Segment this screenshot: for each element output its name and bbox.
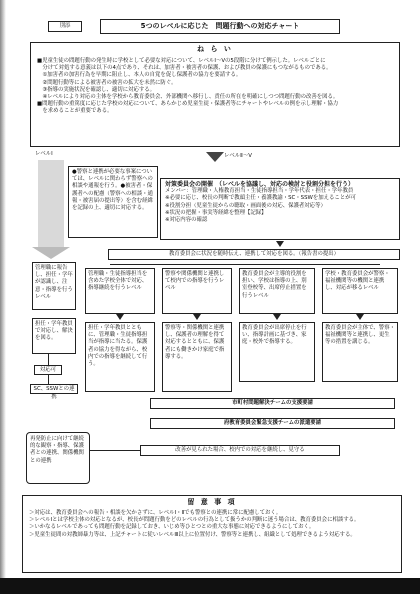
committee-item: ※役割分担（児童生徒からの聴取・画面後の対応、保護者対応等）: [165, 202, 326, 209]
level1-label: レベルⅠ: [35, 151, 53, 157]
level3-box: 警察や関係機関と連携して校内での指導を行うレベル: [162, 268, 232, 314]
note-line: ＞いかなるレベルであっても問題行動を記録しておき、いじめ等ひとつとの重大な事態に対応できるようにしておく。: [29, 524, 315, 531]
level4-action-box: 教育委員会が出席停止を行い、指導計画に基づき、家庭・校外で指導する。: [239, 322, 315, 382]
level2-box: 管理職・生徒指導担当を含めた学校全体で対応、指導継続を行うレベル: [85, 268, 155, 314]
notes-list: [29, 510, 395, 539]
arrow-down-icon: [193, 314, 201, 320]
aims-line: 分けて対処する意義は以下の4点であり、それは、加害者・被害者の保護、および教員の保護にもつながるものである。: [37, 65, 332, 72]
level4-box: 教育委員会が主導的役割を担い、学校は指導の上、別室登校等、出席停止措置を行うレベル: [239, 268, 315, 314]
aims-heading: ね ら い: [197, 45, 233, 53]
connector-line: [90, 450, 140, 451]
arrow-down-icon: [273, 314, 281, 320]
pref-support-box: 府教育委員会緊急支援チームの派遣要請: [150, 418, 395, 429]
committee-title: 対策委員会の開催 （レベルを協議し、対応の検討と役割分担を行う）: [165, 181, 355, 188]
aims-line: ①加害者の加害行為を早期に阻止し、本人の自覚を促し保護者の協力を要請する。: [37, 72, 242, 79]
arrow-down-icon: [356, 314, 364, 320]
page-title: 5つのレベルに応じた 問題行動への対応チャート: [100, 19, 340, 34]
prevention-box: 再発防止に向けて継続的な観察・指導、保護者との連携、関係機関との連携: [26, 432, 90, 484]
connector-line: [48, 375, 49, 384]
tag-label: 別添: [48, 21, 82, 32]
connector-line: [48, 354, 49, 365]
level3-action-box: 警察等・関係機関と連携し、保護者の理解を得て対応するとともに、保護者にも働きかけ家庭で指導する。: [162, 322, 232, 392]
level2-action-box: 担任・学年教員とともに、管理職・生徒指導担当が指導に当たる。保護者の協力を得ながら、校内での指導を継続して行う。: [85, 322, 155, 392]
arrow-down-icon: [276, 241, 284, 247]
note-line: ＞児童生徒間の対教師暴力等は、上記チャートに従いレベルⅢ以上に位置付け、警察等と連携し、組織として処理できるよう対応する。: [29, 531, 356, 538]
scan-edge: [0, 0, 6, 594]
resolved-box: 対応可: [34, 365, 62, 375]
police-note-box: ●警察と連携が必要な事案については、レベルに関わらず警察への相談や通報を行う。●被害者・保護者への配慮（警察への相談・通報・被害届の提出等）を含む経緯を記録の上、適切に対応する。: [68, 166, 158, 238]
connector-line: [110, 264, 380, 265]
arrow-down-icon: [32, 247, 70, 259]
report-box: 教育委員会に状況を随時伝え、連携して対応を図る。（報告書の提出）: [108, 249, 400, 260]
committee-item: ※対応内容の確認: [165, 217, 208, 224]
level1-arrow-band: [38, 160, 64, 248]
aims-line: ④レベルにより対応の主体を学校から教育委員会、外部機関へ移行し、責任の所在を明確にしつつ問題行動の改善を図る。: [37, 94, 339, 101]
aims-box: [30, 42, 400, 147]
aims-line: ■児童生徒の問題行動の発生時に学校として必要な対応について、レベルⅠ～Ⅴの5段階に分けて例示した。レベルごとに: [37, 58, 326, 64]
notes-box: [22, 495, 402, 573]
city-support-box: 市町村問題解決チームの支援要請: [150, 398, 395, 409]
level2to5-label: レベルⅡ～Ⅴ: [224, 153, 252, 159]
arrow-down-icon: [206, 152, 224, 162]
committee-box: [160, 178, 400, 240]
sc-ssw-box: SC、SSWとの連携: [30, 384, 78, 394]
committee-item: ※必要に応じ、校長の判断で教頭主任・養護教諭・SC・SSWを加えることが可: [165, 195, 356, 202]
scan-bottom-edge: [0, 578, 420, 594]
aims-line: ■問題行動の重篤度に応じた学校の対応について、あらかじめ児童生徒・保護者等にチャートやレベルの例を示し理解・協力: [37, 101, 339, 108]
notes-heading: 留 意 事 項: [187, 498, 237, 506]
level1-box: 管理職に報告し、担任・学年が認識し、注意・指導を行うレベル: [32, 262, 76, 310]
continue-monitor-box: 改善が見られた場合、校内での対応を継続し、見守る: [140, 445, 340, 456]
committee-item: ※状況の把握・事実等経緯を整理【記録】: [165, 209, 267, 216]
note-line: ＞レベルⅠとは学校主体の対応となるが、校長が問題行動をどのレベルの行為として扱うかの判断に迷う場合は、教育委員会に相談する。: [29, 517, 360, 524]
aims-list: [37, 58, 393, 116]
arrow-down-icon: [116, 314, 124, 320]
note-line: ＞対応は、教育委員会への報告・相談を欠かさずに、レベルⅠ・Ⅱでも警察との連携に常に配慮しておく。: [29, 510, 282, 516]
aims-line: を求めることが重要である。: [37, 108, 113, 115]
aims-line: ③指導の実施状況を確認し、適切に対応する。: [37, 86, 156, 93]
level1-action-box: 担任・学年教員で対応し、解決を図る。: [32, 318, 76, 354]
committee-list: [165, 188, 395, 224]
committee-item: メンバー：管理職・人権教育担当・生徒指導担当・学年代表・担任・学年教員: [165, 188, 354, 195]
level5-box: 学校・教育委員会が警察・福祉機関等の機関と連携し、対応が移るレベル: [322, 268, 398, 314]
aims-line: ②問題行動等による被害者の被害の拡大を未然に防ぐ。: [37, 79, 177, 86]
level5-action-box: 教育委員会が主体で、警察・福祉機関等と連携し、更生等の措置を講じる。: [322, 322, 398, 382]
